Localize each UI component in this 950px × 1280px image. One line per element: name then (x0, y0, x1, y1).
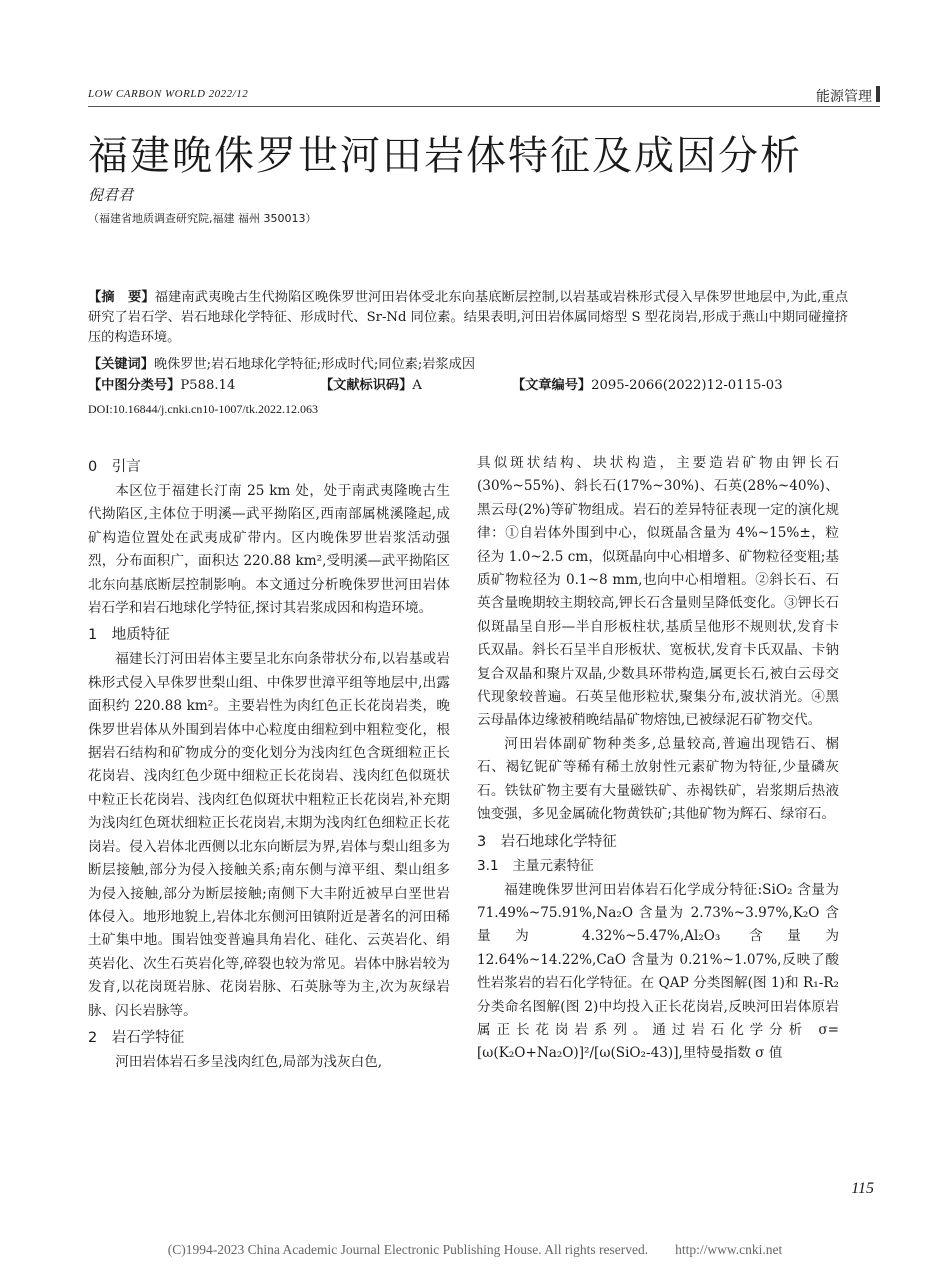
abstract (88, 288, 848, 348)
section-0-paragraph: 本区位于福建长汀南 25 km 处，处于南武夷隆晚古生代拗陷区,主体位于明溪—武平拗陷区,西南部属桃溪隆起,成矿构造位置处在武夷成矿带内。区内晚侏罗世岩浆活动强烈，分布面积广，面积达 220.88 km²,受明溪—武平拗陷区北东向基底断层控制影响。本文通过分析晚侏罗世河田岩体岩石学和岩石地球化学特征,探讨其岩浆成因和构造环境。 (88, 483, 450, 617)
right-column (477, 452, 839, 1066)
section-label (816, 86, 872, 106)
section-3-heading: 3 岩石地球化学特征 (477, 833, 617, 850)
doc-value: A (412, 378, 422, 393)
clc-number (88, 376, 235, 396)
abstract-label: 【摘 要】 (88, 290, 155, 305)
keywords-label: 【关键词】 (88, 357, 154, 372)
author: 倪君君 (88, 186, 134, 204)
keywords (88, 355, 848, 375)
section-0-heading: 0 引言 (88, 459, 141, 475)
page-number: 115 (851, 1180, 874, 1197)
header-bar-mark (876, 86, 880, 102)
affiliation: （福建省地质调查研究院,福建 福州 350013） (88, 212, 317, 225)
section-2-paragraph-continued: 具似斑状结构、块状构造，主要造岩矿物由钾长石(30%~55%)、斜长石(17%~30%)、石英(28%~40%)、黑云母(2%)等矿物组成。岩石的差异特征表现一定的演化规律：①自岩体外围到中心，似斑晶含量为 4%~15%±，粒径为 1.0~2.5 cm，似斑晶向中心相增多、矿物粒径变粗;基质矿物粒径为 0.1~8 mm,也向中心相增粗。②斜长石、石英含量晚期较主期较高,钾长石含量则呈降低变化。③钾长石似斑晶呈自形—半自形板柱状,基质呈他形不规则状,发育卡氏双晶。斜长石呈半自形板状、宽板状,发育卡氏双晶、卡钠复合双晶和聚片双晶,少数具环带构造,属更长石,被白云母交代现象较普遍。石英呈他形粒状,聚集分布,波状消光。④黑云母晶体边缘被稍晚结晶矿物熔蚀,已被绿泥石矿物交代。 (477, 455, 839, 729)
journal-header: LOW CARBON WORLD 2022/12 (88, 88, 249, 100)
section-3-1-heading: 3.1 主量元素特征 (477, 857, 594, 874)
section-2-heading: 2 岩石学特征 (88, 1029, 185, 1046)
doi: DOI:10.16844/j.cnki.cn10-1007/tk.2022.12.063 (88, 402, 318, 416)
doc-code (320, 376, 422, 396)
article-number (512, 376, 783, 396)
section-2-paragraph-2: 河田岩体副矿物种类多,总量较高,普遍出现锆石、榍石、褐钇铌矿等稀有稀土放射性元素矿物为特征,少量磷灰石。铁钛矿物主要有大量磁铁矿、赤褐铁矿，岩浆期后热液蚀变强，多见金属硫化物黄铁矿;其他矿物为辉石、绿帘石。 (477, 735, 839, 823)
section-3-1-paragraph: 福建晚侏罗世河田岩体岩石化学成分特征:SiO₂ 含量为 71.49%~75.91%,Na₂O 含量为 2.73%~3.97%,K₂O 含量为 4.32%~5.47%,Al₂O₃ 含量为 12.64%~14.22%,CaO 含量为 0.21%~1.07%,反映了酸性岩浆岩的岩石化学特征。在 QAP 分类图解(图 1)和 R₁-R₂ 分类命名图解(图 2)中均投入正长花岗岩,反映河田岩体原岩属正长花岗岩系列。通过岩石化学分析 σ=[ω(K₂O+Na₂O)]²/[ω(SiO₂-43)],里特曼指数 σ 值 (477, 881, 839, 1062)
clc-value: P588.14 (180, 378, 236, 393)
left-column (88, 452, 450, 1074)
section-1-paragraph: 福建长汀河田岩体主要呈北东向条带状分布,以岩基或岩株形式侵入早侏罗世梨山组、中侏罗世漳平组等地层中,出露面积约 220.88 km²。主要岩性为肉红色正长花岗岩类，晚侏罗世岩体从外围到岩体中心粒度由细粒到中粗粒变化，根据岩石结构和矿物成分的变化划分为浅肉红色含斑细粒正长花岗岩、浅肉红色少斑中细粒正长花岗岩、浅肉红色似斑状中粒正长花岗岩、浅肉红色似斑状中粗粒正长花岗岩,补充期为浅肉红色斑状细粒正长花岗岩,末期为浅肉红色细粒正长花岗岩。侵入岩体北西侧以北东向断层为界,岩体与梨山组多为断层接触,部分为侵入接触关系;南东侧与漳平组、梨山组多为侵入接触,部分为断层接触;南侧下大丰附近被早白垩世岩体侵入。地形地貌上,岩体北东侧河田镇附近是著名的河田稀土矿集中地。围岩蚀变普遍具角岩化、硅化、云英岩化、绢英岩化、次生石英岩化等,碎裂也较为常见。岩体中脉岩较为发育,以花岗斑岩脉、花岗岩脉、石英脉等为主,次为灰绿岩脉、闪长岩脉等。 (88, 651, 450, 1019)
article-label: 【文章编号】 (512, 378, 592, 393)
clc-label: 【中图分类号】 (88, 378, 181, 393)
section-label-text: 能源管理 (816, 89, 872, 105)
section-1-heading: 1 地质特征 (88, 627, 170, 644)
article-title: 福建晚侏罗世河田岩体特征及成因分析 (88, 133, 802, 179)
article-value: 2095-2066(2022)12-0115-03 (591, 378, 783, 393)
doc-label: 【文献标识码】 (320, 378, 413, 393)
header-rule (88, 106, 880, 107)
abstract-text: 福建南武夷晚古生代拗陷区晚侏罗世河田岩体受北东向基底断层控制,以岩基或岩株形式侵入早侏罗世地层中,为此,重点研究了岩石学、岩石地球化学特征、形成时代、Sr-Nd 同位素。结果表明,河田岩体属同熔型 S 型花岗岩,形成于燕山中期同碰撞挤压的构造环境。 (88, 290, 849, 345)
copyright-footer: (C)1994-2023 China Academic Journal Electronic Publishing House. All rights reserved. http://www.cnki.net (167, 1242, 783, 1257)
keywords-text: 晚侏罗世;岩石地球化学特征;形成时代;同位素;岩浆成因 (153, 357, 476, 372)
section-2-paragraph-start: 河田岩体岩石多呈浅肉红色,局部为浅灰白色, (115, 1053, 383, 1070)
